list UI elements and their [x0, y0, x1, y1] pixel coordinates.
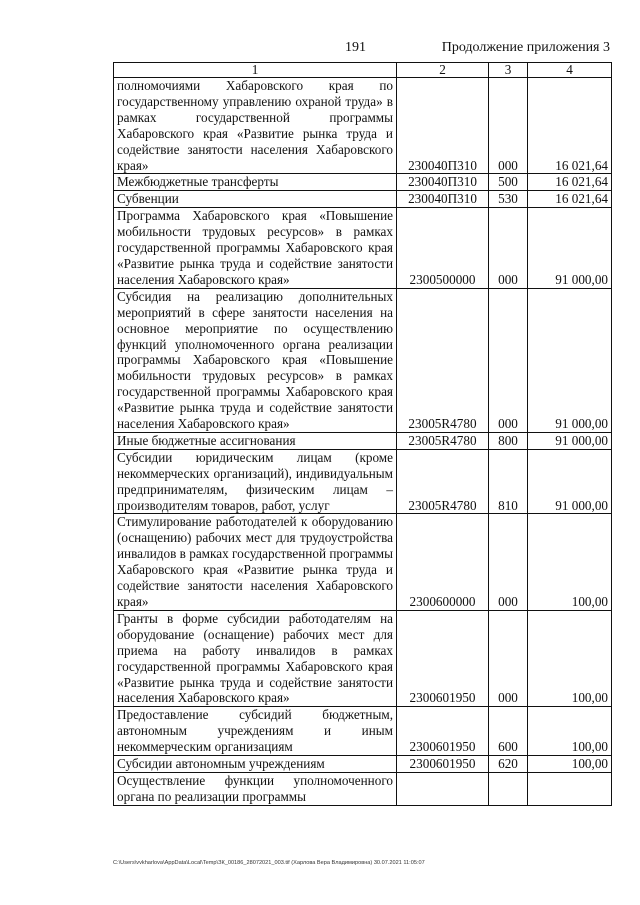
row-code-cell: 2300601950 [397, 610, 489, 706]
row-name-cell: Субсидии юридическим лицам (кроме некоммерческих организаций), индивидуальным предпринимателям, физическим лицам – производителям товаров, работ, услуг [114, 449, 397, 514]
row-name-cell: полномочиями Хабаровского края по государственному управлению охраной труда» в рамках государственной программы Хабаровского края «Развитие рынка труда и содействие занятости населения Хабаровского края» [114, 78, 397, 174]
row-type-cell: 000 [489, 78, 528, 174]
table-row [114, 288, 612, 432]
row-amount-cell: 100,00 [528, 756, 612, 773]
row-amount-cell: 91 000,00 [528, 208, 612, 289]
row-amount-cell: 91 000,00 [528, 449, 612, 514]
row-type-cell [489, 772, 528, 805]
table-row [114, 174, 612, 191]
row-code-cell: 2300601950 [397, 756, 489, 773]
row-type-cell: 000 [489, 514, 528, 610]
row-amount-cell: 16 021,64 [528, 78, 612, 174]
row-name-cell: Осуществление функции уполномоченного органа по реализации программы [114, 772, 397, 805]
table-row [114, 208, 612, 289]
row-type-cell: 800 [489, 432, 528, 449]
column-header: 2 [397, 63, 489, 78]
row-amount-cell: 91 000,00 [528, 432, 612, 449]
row-code-cell: 23005R4780 [397, 288, 489, 432]
row-name-cell: Субсидии автономным учреждениям [114, 756, 397, 773]
row-type-cell: 000 [489, 208, 528, 289]
row-amount-cell: 100,00 [528, 514, 612, 610]
row-code-cell: 230040П310 [397, 78, 489, 174]
table-header-row [114, 63, 612, 78]
table-row [114, 191, 612, 208]
table-row [114, 772, 612, 805]
column-header: 4 [528, 63, 612, 78]
row-code-cell: 230040П310 [397, 191, 489, 208]
row-code-cell: 2300500000 [397, 208, 489, 289]
table-body [114, 78, 612, 806]
row-amount-cell: 100,00 [528, 707, 612, 756]
column-header: 1 [114, 63, 397, 78]
file-path-footer: C:\Users\vvkharlova\AppData\Local\Temp\ЗК_00186_28072021_003.tif (Харлова Вера Владимировна) 30.07.2021 11:05:07 [113, 860, 425, 866]
row-amount-cell: 91 000,00 [528, 288, 612, 432]
table-row [114, 707, 612, 756]
row-code-cell: 2300600000 [397, 514, 489, 610]
row-code-cell: 23005R4780 [397, 449, 489, 514]
row-name-cell: Субвенции [114, 191, 397, 208]
column-header: 3 [489, 63, 528, 78]
table-row [114, 756, 612, 773]
table-row [114, 514, 612, 610]
row-name-cell: Программа Хабаровского края «Повышение мобильности трудовых ресурсов» в рамках государственной программы Хабаровского края «Развитие рынка труда и содействие занятости населения Хабаровского края» [114, 208, 397, 289]
table-row [114, 78, 612, 174]
appendix-caption: Продолжение приложения 3 [441, 40, 610, 55]
page-number: 191 [345, 40, 366, 55]
row-name-cell: Предоставление субсидий бюджетным, автономным учреждениям и иным некоммерческим организациям [114, 707, 397, 756]
row-amount-cell [528, 772, 612, 805]
row-type-cell: 500 [489, 174, 528, 191]
row-type-cell: 530 [489, 191, 528, 208]
row-type-cell: 000 [489, 288, 528, 432]
row-type-cell: 000 [489, 610, 528, 706]
row-amount-cell: 16 021,64 [528, 174, 612, 191]
budget-table [113, 62, 612, 806]
row-type-cell: 810 [489, 449, 528, 514]
row-name-cell: Субсидия на реализацию дополнительных мероприятий в сфере занятости населения на основное мероприятие по осуществлению функций уполномоченного органа реализации программы Хабаровского края «Повышение мобильности трудовых ресурсов» в рамках государственной программы Хабаровского края «Развитие рынка труда и содействие занятости населения Хабаровского края» [114, 288, 397, 432]
row-amount-cell: 100,00 [528, 610, 612, 706]
table-row [114, 610, 612, 706]
row-type-cell: 620 [489, 756, 528, 773]
row-type-cell: 600 [489, 707, 528, 756]
row-name-cell: Стимулирование работодателей к оборудованию (оснащению) рабочих мест для трудоустройства инвалидов в рамках государственной программы Хабаровского края «Развитие рынка труда и содействие занятости населения Хабаровского края» [114, 514, 397, 610]
table-row [114, 449, 612, 514]
row-code-cell: 2300601950 [397, 707, 489, 756]
row-code-cell: 23005R4780 [397, 432, 489, 449]
row-name-cell: Иные бюджетные ассигнования [114, 432, 397, 449]
row-name-cell: Межбюджетные трансферты [114, 174, 397, 191]
table-row [114, 432, 612, 449]
row-code-cell: 230040П310 [397, 174, 489, 191]
row-amount-cell: 16 021,64 [528, 191, 612, 208]
row-name-cell: Гранты в форме субсидии работодателям на оборудование (оснащение) рабочих мест для приема на работу инвалидов в рамках государственной программы Хабаровского края «Развитие рынка труда и содействие занятости населения Хабаровского края» [114, 610, 397, 706]
row-code-cell [397, 772, 489, 805]
